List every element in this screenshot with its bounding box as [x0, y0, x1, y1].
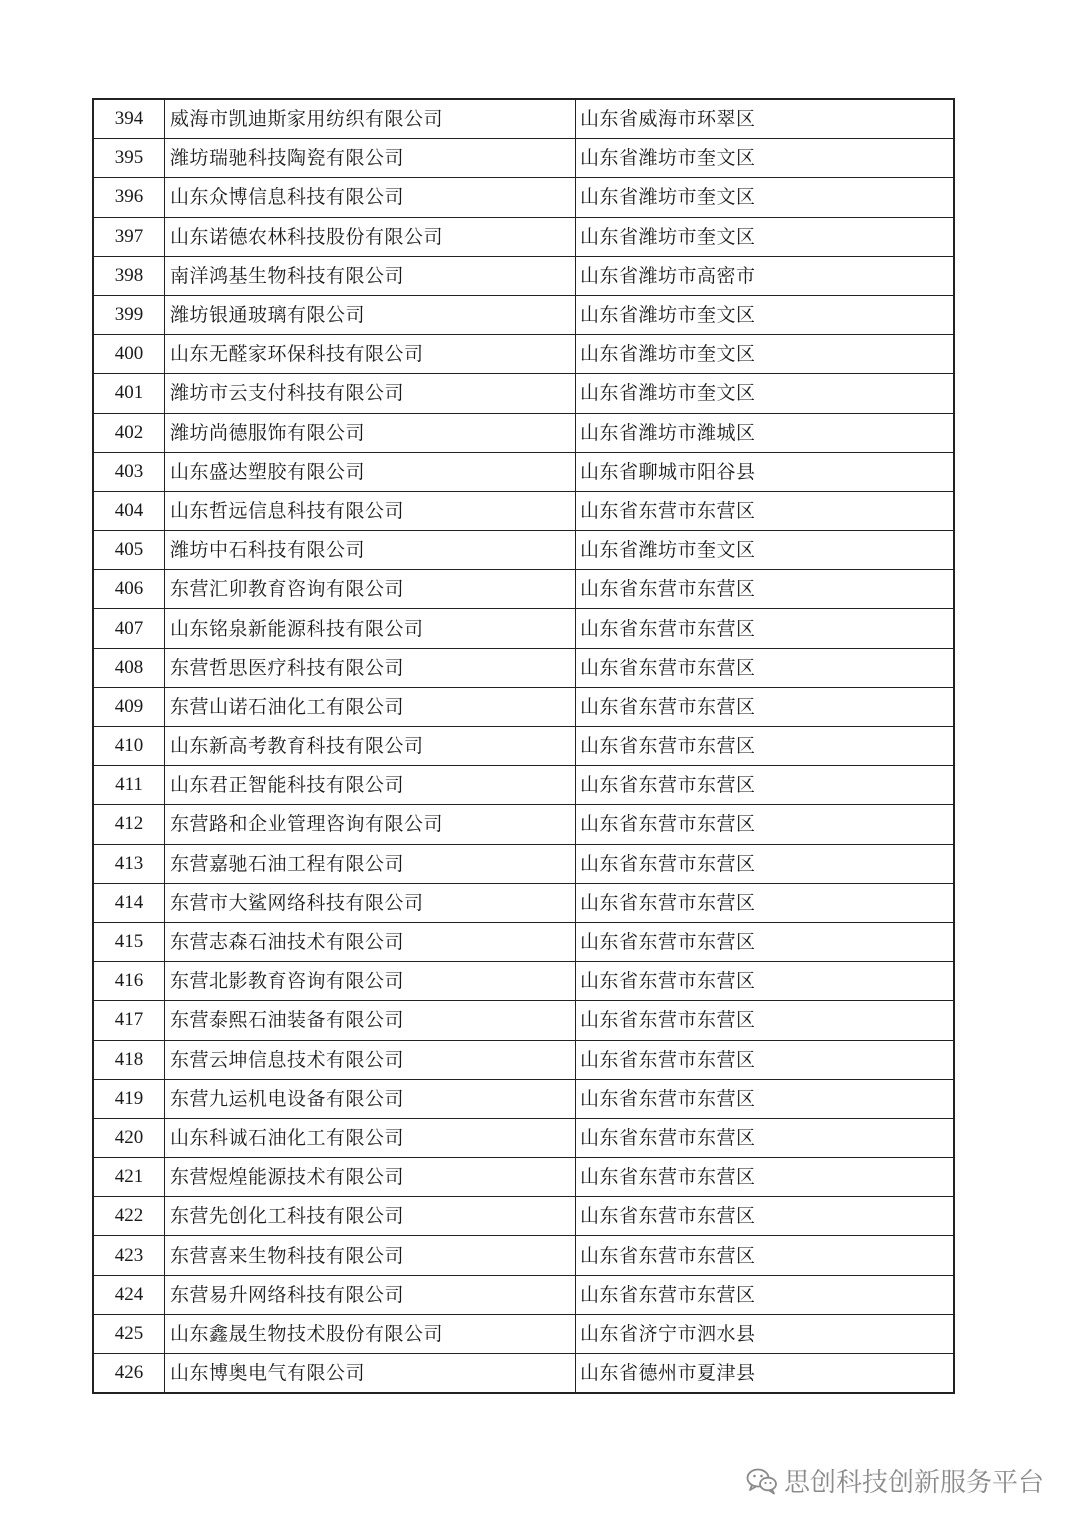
- table-row: [93, 491, 954, 530]
- company-location: 山东省东营市东营区: [576, 844, 955, 883]
- company-name: 山东科诚石油化工有限公司: [165, 1118, 576, 1157]
- table-row: [93, 1236, 954, 1275]
- company-location: 山东省东营市东营区: [576, 1158, 955, 1197]
- row-number: 395: [93, 139, 165, 178]
- table-row: [93, 727, 954, 766]
- company-name: 东营九运机电设备有限公司: [165, 1079, 576, 1118]
- row-number: 401: [93, 374, 165, 413]
- company-table: [92, 98, 955, 1394]
- row-number: 424: [93, 1275, 165, 1314]
- table-row: [93, 766, 954, 805]
- company-location: 山东省东营市东营区: [576, 1040, 955, 1079]
- row-number: 404: [93, 491, 165, 530]
- company-name: 潍坊瑞驰科技陶瓷有限公司: [165, 139, 576, 178]
- table-row: [93, 1118, 954, 1157]
- table-row: [93, 335, 954, 374]
- row-number: 396: [93, 178, 165, 217]
- company-name: 山东鑫晟生物技术股份有限公司: [165, 1314, 576, 1353]
- row-number: 406: [93, 570, 165, 609]
- table-row: [93, 139, 954, 178]
- company-name: 潍坊尚德服饰有限公司: [165, 413, 576, 452]
- company-name: 东营山诺石油化工有限公司: [165, 687, 576, 726]
- table-row: [93, 1040, 954, 1079]
- table-row: [93, 1158, 954, 1197]
- table-row: [93, 883, 954, 922]
- company-name: 山东无醛家环保科技有限公司: [165, 335, 576, 374]
- table-row: [93, 844, 954, 883]
- table-row: [93, 1354, 954, 1394]
- company-location: 山东省东营市东营区: [576, 648, 955, 687]
- company-name: 东营志森石油技术有限公司: [165, 922, 576, 961]
- row-number: 419: [93, 1079, 165, 1118]
- company-name: 东营先创化工科技有限公司: [165, 1197, 576, 1236]
- company-name: 东营哲思医疗科技有限公司: [165, 648, 576, 687]
- company-location: 山东省东营市东营区: [576, 883, 955, 922]
- row-number: 399: [93, 295, 165, 334]
- wechat-icon: [746, 1467, 778, 1495]
- company-name: 潍坊银通玻璃有限公司: [165, 295, 576, 334]
- row-number: 416: [93, 962, 165, 1001]
- row-number: 397: [93, 217, 165, 256]
- company-location: 山东省潍坊市高密市: [576, 256, 955, 295]
- row-number: 400: [93, 335, 165, 374]
- company-location: 山东省潍坊市奎文区: [576, 335, 955, 374]
- company-name: 威海市凯迪斯家用纺织有限公司: [165, 99, 576, 139]
- table-row: [93, 99, 954, 139]
- company-name: 东营汇卯教育咨询有限公司: [165, 570, 576, 609]
- company-location: 山东省潍坊市奎文区: [576, 178, 955, 217]
- company-name: 山东盛达塑胶有限公司: [165, 452, 576, 491]
- row-number: 426: [93, 1354, 165, 1394]
- row-number: 413: [93, 844, 165, 883]
- company-name: 山东君正智能科技有限公司: [165, 766, 576, 805]
- company-location: 山东省东营市东营区: [576, 766, 955, 805]
- company-location: 山东省东营市东营区: [576, 1079, 955, 1118]
- row-number: 422: [93, 1197, 165, 1236]
- company-name: 山东诺德农林科技股份有限公司: [165, 217, 576, 256]
- table-row: [93, 687, 954, 726]
- company-location: 山东省东营市东营区: [576, 687, 955, 726]
- company-name: 东营嘉驰石油工程有限公司: [165, 844, 576, 883]
- table-row: [93, 1197, 954, 1236]
- watermark: [746, 1462, 1044, 1499]
- table-row: [93, 962, 954, 1001]
- company-location: 山东省聊城市阳谷县: [576, 452, 955, 491]
- company-location: 山东省德州市夏津县: [576, 1354, 955, 1394]
- company-name: 东营北影教育咨询有限公司: [165, 962, 576, 1001]
- company-location: 山东省潍坊市潍城区: [576, 413, 955, 452]
- table-row: [93, 922, 954, 961]
- company-name: 东营路和企业管理咨询有限公司: [165, 805, 576, 844]
- row-number: 398: [93, 256, 165, 295]
- company-location: 山东省东营市东营区: [576, 1236, 955, 1275]
- company-location: 山东省东营市东营区: [576, 491, 955, 530]
- table-row: [93, 1001, 954, 1040]
- row-number: 420: [93, 1118, 165, 1157]
- row-number: 402: [93, 413, 165, 452]
- company-location: 山东省东营市东营区: [576, 1275, 955, 1314]
- row-number: 415: [93, 922, 165, 961]
- row-number: 394: [93, 99, 165, 139]
- company-location: 山东省威海市环翠区: [576, 99, 955, 139]
- company-table-body: [93, 99, 954, 1393]
- company-location: 山东省东营市东营区: [576, 1001, 955, 1040]
- table-row: [93, 570, 954, 609]
- table-row: [93, 413, 954, 452]
- row-number: 409: [93, 687, 165, 726]
- company-location: 山东省东营市东营区: [576, 727, 955, 766]
- company-name: 山东众博信息科技有限公司: [165, 178, 576, 217]
- row-number: 410: [93, 727, 165, 766]
- company-location: 山东省潍坊市奎文区: [576, 374, 955, 413]
- company-name: 山东铭泉新能源科技有限公司: [165, 609, 576, 648]
- row-number: 405: [93, 531, 165, 570]
- company-location: 山东省东营市东营区: [576, 922, 955, 961]
- table-row: [93, 531, 954, 570]
- company-location: 山东省济宁市泗水县: [576, 1314, 955, 1353]
- company-location: 山东省东营市东营区: [576, 1197, 955, 1236]
- row-number: 411: [93, 766, 165, 805]
- row-number: 408: [93, 648, 165, 687]
- row-number: 414: [93, 883, 165, 922]
- row-number: 407: [93, 609, 165, 648]
- row-number: 425: [93, 1314, 165, 1353]
- company-location: 山东省潍坊市奎文区: [576, 217, 955, 256]
- company-location: 山东省东营市东营区: [576, 609, 955, 648]
- table-row: [93, 256, 954, 295]
- row-number: 421: [93, 1158, 165, 1197]
- company-location: 山东省潍坊市奎文区: [576, 295, 955, 334]
- table-row: [93, 609, 954, 648]
- row-number: 412: [93, 805, 165, 844]
- company-name: 山东哲远信息科技有限公司: [165, 491, 576, 530]
- table-row: [93, 374, 954, 413]
- table-row: [93, 1275, 954, 1314]
- company-name: 东营煜煌能源技术有限公司: [165, 1158, 576, 1197]
- table-row: [93, 217, 954, 256]
- company-name: 山东新高考教育科技有限公司: [165, 727, 576, 766]
- table-row: [93, 648, 954, 687]
- company-location: 山东省东营市东营区: [576, 805, 955, 844]
- watermark-text: 思创科技创新服务平台: [783, 1468, 1044, 1498]
- company-location: 山东省东营市东营区: [576, 570, 955, 609]
- company-name: 东营泰熙石油装备有限公司: [165, 1001, 576, 1040]
- company-location: 山东省潍坊市奎文区: [576, 139, 955, 178]
- table-row: [93, 1079, 954, 1118]
- table-row: [93, 178, 954, 217]
- company-name: 东营易升网络科技有限公司: [165, 1275, 576, 1314]
- company-name: 南洋鸿基生物科技有限公司: [165, 256, 576, 295]
- row-number: 417: [93, 1001, 165, 1040]
- row-number: 418: [93, 1040, 165, 1079]
- table-row: [93, 452, 954, 491]
- company-location: 山东省东营市东营区: [576, 962, 955, 1001]
- company-name: 山东博奥电气有限公司: [165, 1354, 576, 1394]
- company-name: 潍坊中石科技有限公司: [165, 531, 576, 570]
- company-name: 潍坊市云支付科技有限公司: [165, 374, 576, 413]
- row-number: 423: [93, 1236, 165, 1275]
- company-name: 东营喜来生物科技有限公司: [165, 1236, 576, 1275]
- table-row: [93, 1314, 954, 1353]
- company-location: 山东省潍坊市奎文区: [576, 531, 955, 570]
- table-row: [93, 295, 954, 334]
- company-location: 山东省东营市东营区: [576, 1118, 955, 1157]
- company-name: 东营市大鲨网络科技有限公司: [165, 883, 576, 922]
- row-number: 403: [93, 452, 165, 491]
- company-name: 东营云坤信息技术有限公司: [165, 1040, 576, 1079]
- table-row: [93, 805, 954, 844]
